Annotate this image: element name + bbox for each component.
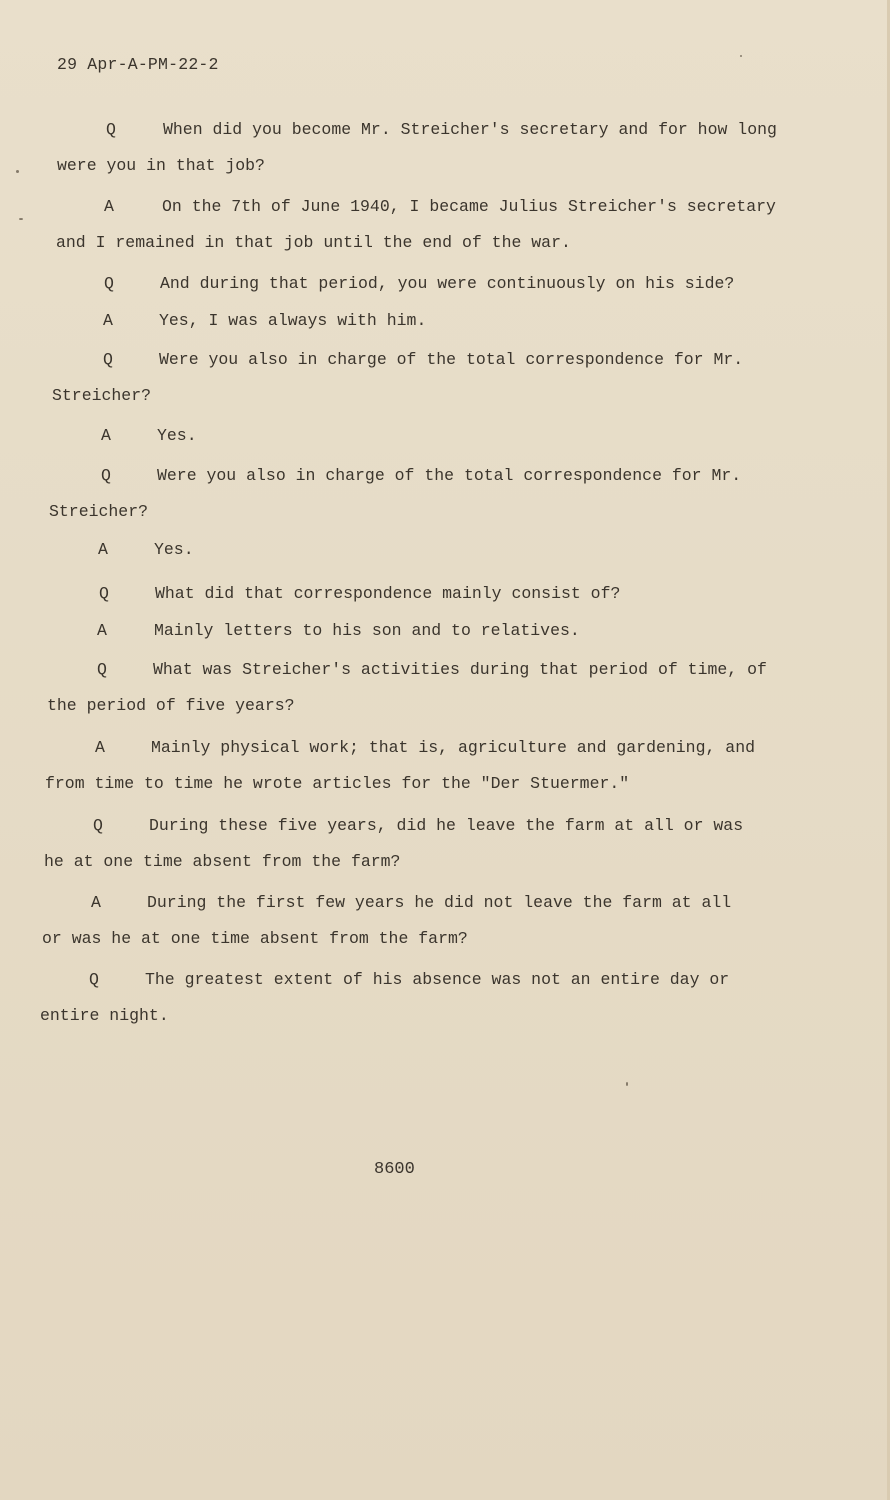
exchange-line-1: And during that period, you were continuously on his side? xyxy=(160,274,735,293)
exchange-line-2: or was he at one time absent from the farm? xyxy=(42,929,468,948)
exchange-line-1: Were you also in charge of the total correspondence for Mr. xyxy=(159,350,744,369)
speaker-marker: Q xyxy=(89,970,99,989)
exchange-line-2: from time to time he wrote articles for the "Der Stuermer." xyxy=(45,774,630,793)
paper-speck xyxy=(19,218,23,220)
speaker-marker: A xyxy=(95,738,105,757)
paper-speck xyxy=(16,170,19,173)
speaker-marker: A xyxy=(91,893,101,912)
paper-speck xyxy=(740,55,742,57)
exchange-line-2: were you in that job? xyxy=(57,156,265,175)
exchange-line-1: Yes. xyxy=(157,426,197,445)
exchange-line-1: What was Streicher's activities during that period of time, of xyxy=(153,660,767,679)
exchange-line-1: Yes. xyxy=(154,540,194,559)
exchange-line-2: the period of five years? xyxy=(47,696,295,715)
exchange-line-2: he at one time absent from the farm? xyxy=(44,852,401,871)
speaker-marker: A xyxy=(97,621,107,640)
exchange-line-1: During these five years, did he leave the farm at all or was xyxy=(149,816,744,835)
speaker-marker: Q xyxy=(106,120,116,139)
exchange-line-1: Yes, I was always with him. xyxy=(159,311,427,330)
exchange-line-2: entire night. xyxy=(40,1006,169,1025)
exchange-line-1: The greatest extent of his absence was not an entire day or xyxy=(145,970,730,989)
exchange-line-2: Streicher? xyxy=(52,386,152,405)
exchange-line-2: Streicher? xyxy=(49,502,149,521)
exchange-line-1: Were you also in charge of the total correspondence for Mr. xyxy=(157,466,742,485)
header-reference: 29 Apr-A-PM-22-2 xyxy=(57,55,219,74)
page-number: 8600 xyxy=(374,1160,415,1179)
speaker-marker: A xyxy=(104,197,114,216)
speaker-marker: A xyxy=(98,540,108,559)
speaker-marker: Q xyxy=(93,816,103,835)
exchange-line-1: What did that correspondence mainly consist of? xyxy=(155,584,621,603)
speaker-marker: Q xyxy=(99,584,109,603)
exchange-line-1: During the first few years he did not leave the farm at all xyxy=(147,893,732,912)
speaker-marker: Q xyxy=(101,466,111,485)
exchange-line-1: On the 7th of June 1940, I became Julius Streicher's secretary xyxy=(162,197,776,216)
speaker-marker: Q xyxy=(103,350,113,369)
speaker-marker: A xyxy=(103,311,113,330)
paper-speck xyxy=(626,1082,628,1086)
speaker-marker: Q xyxy=(97,660,107,679)
exchange-line-2: and I remained in that job until the end of the war. xyxy=(56,233,571,252)
exchange-line-1: When did you become Mr. Streicher's secretary and for how long xyxy=(163,120,777,139)
speaker-marker: A xyxy=(101,426,111,445)
exchange-line-1: Mainly physical work; that is, agriculture and gardening, and xyxy=(151,738,755,757)
exchange-line-1: Mainly letters to his son and to relatives. xyxy=(154,621,580,640)
speaker-marker: Q xyxy=(104,274,114,293)
